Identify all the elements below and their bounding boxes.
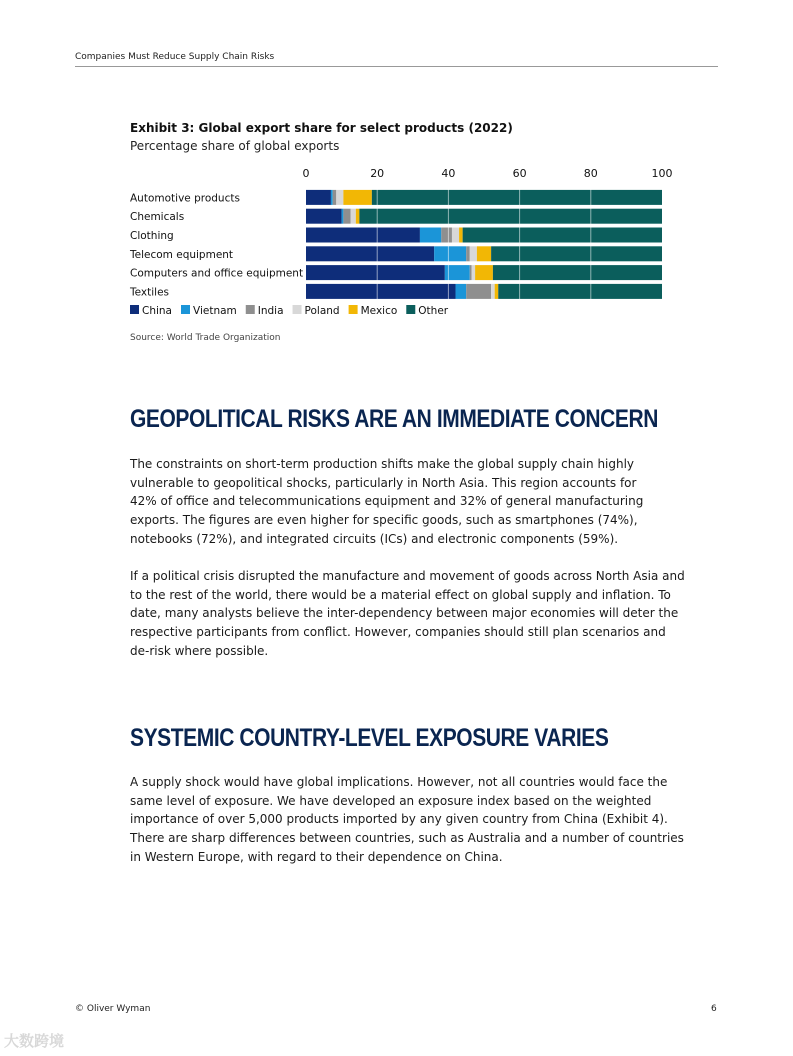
bar-segment-poland (472, 265, 476, 280)
text-line: If a political crisis disrupted the manufacture and movement of goods across North Asia and (130, 569, 685, 583)
bar-segment-india (470, 265, 472, 280)
text-line: vulnerable to geopolitical shocks, particularly in North Asia. This region accounts for (130, 475, 637, 490)
bar-segment-mexico (477, 246, 491, 261)
bar-segment-india (343, 209, 350, 224)
text-line: exports. The figures are even higher for specific goods, such as smartphones (74%), (130, 513, 638, 528)
legend-swatch-india (246, 305, 255, 314)
text-line: 42% of office and telecommunications equipment and 32% of general manufacturing (130, 494, 644, 509)
bar-segment-other (372, 190, 662, 205)
x-tick-label: 40 (441, 167, 456, 180)
category-label: Chemicals (130, 211, 185, 224)
text-line: date, many analysts believe the inter-dependency between major economies will deter the (130, 606, 679, 621)
category-label: Clothing (130, 230, 174, 242)
text-line: to the rest of the world, there would be a material effect on global supply and inflation. To (130, 587, 671, 602)
watermark-logo: 大数跨境 (4, 1032, 65, 1050)
legend-swatch-vietnam (181, 305, 190, 314)
paragraph-geopolitical-2 (130, 567, 685, 661)
export-share-chart (120, 160, 680, 330)
text-line: de-risk where possible. (130, 643, 269, 658)
legend-swatch-other (406, 305, 415, 314)
bar-segment-india (466, 284, 491, 299)
bar-segment-china (306, 228, 420, 243)
bar-segment-china (306, 265, 445, 280)
bar-segment-mexico (475, 265, 493, 280)
text-line: same level of exposure. We have developed an exposure index based on the weighted (130, 793, 652, 808)
paragraph-geopolitical-1 (130, 455, 665, 549)
category-label: Textiles (130, 286, 170, 299)
bar-segment-other (498, 284, 662, 299)
x-tick-label: 100 (651, 167, 673, 180)
text-line: respective participants from conflict. However, companies should still plan scenarios and (130, 625, 666, 640)
bar-segment-india (466, 246, 470, 261)
category-label: Computers and office equipment (130, 267, 304, 280)
legend-label-india: India (257, 305, 284, 317)
bar-segment-india (333, 190, 337, 205)
legend-swatch-mexico (349, 305, 358, 314)
bar-segment-china (306, 246, 434, 261)
bar-segment-mexico (459, 228, 463, 243)
bar-segment-poland (491, 284, 495, 299)
header-rule (75, 66, 718, 67)
bar-segment-other (463, 228, 662, 243)
legend-swatch-china (130, 305, 139, 314)
legend-label-china: China (142, 305, 172, 317)
bar-segment-vietnam (342, 209, 344, 224)
legend-label-mexico: Mexico (360, 305, 398, 317)
paragraph-exposure-1 (130, 773, 684, 867)
text-line: in Western Europe, with regard to their dependence on China. (130, 849, 503, 864)
bar-segment-poland (470, 246, 477, 261)
text-line: There are sharp differences between countries, such as Australia and a number of countries (130, 831, 684, 846)
legend-label-poland: Poland (304, 305, 340, 317)
x-tick-label: 80 (583, 167, 598, 180)
legend-swatch-poland (293, 305, 302, 314)
bar-segment-mexico (495, 284, 499, 299)
bar-segment-china (306, 190, 331, 205)
category-label: Telecom equipment (130, 248, 234, 261)
bar-segment-other (493, 265, 662, 280)
bar-segment-mexico (343, 190, 371, 205)
x-tick-label: 0 (302, 167, 310, 180)
bar-segment-china (306, 209, 342, 224)
bar-segment-india (441, 228, 452, 243)
text-line: A supply shock would have global implications. However, not all countries would face the (130, 775, 668, 789)
bar-segment-other (359, 209, 662, 224)
text-line: The constraints on short-term production shifts make the global supply chain highly (130, 457, 635, 471)
x-tick-label: 60 (512, 167, 527, 180)
x-tick-label: 20 (370, 167, 385, 180)
section-heading-geopolitical: GEOPOLITICAL RISKS ARE AN IMMEDIATE CONCERN (130, 405, 658, 433)
exhibit-title: Exhibit 3: Global export share for select products (2022) (130, 121, 513, 135)
bar-segment-vietnam (420, 228, 441, 243)
section-heading-exposure: SYSTEMIC COUNTRY-LEVEL EXPOSURE VARIES (130, 724, 609, 752)
legend-label-other: Other (418, 305, 449, 317)
category-label: Automotive products (130, 192, 240, 205)
bar-segment-poland (336, 190, 343, 205)
bar-segment-vietnam (456, 284, 467, 299)
bar-segment-other (491, 246, 662, 261)
exhibit-subtitle: Percentage share of global exports (130, 139, 340, 153)
bar-segment-vietnam (331, 190, 333, 205)
chart-source: Source: World Trade Organization (130, 333, 281, 343)
bar-segment-poland (351, 209, 356, 224)
bar-segment-poland (452, 228, 459, 243)
footer-copyright: © Oliver Wyman (75, 1004, 151, 1014)
running-header: Companies Must Reduce Supply Chain Risks (75, 52, 275, 62)
bar-segment-mexico (356, 209, 360, 224)
page-number: 6 (711, 1004, 717, 1014)
text-line: notebooks (72%), and integrated circuits (ICs) and electronic components (59%). (130, 531, 619, 546)
bar-segment-vietnam (434, 246, 466, 261)
legend-label-vietnam: Vietnam (193, 305, 237, 317)
bar-segment-china (306, 284, 456, 299)
text-line: importance of over 5,000 products imported by any given country from China (Exhibit 4). (130, 812, 668, 827)
